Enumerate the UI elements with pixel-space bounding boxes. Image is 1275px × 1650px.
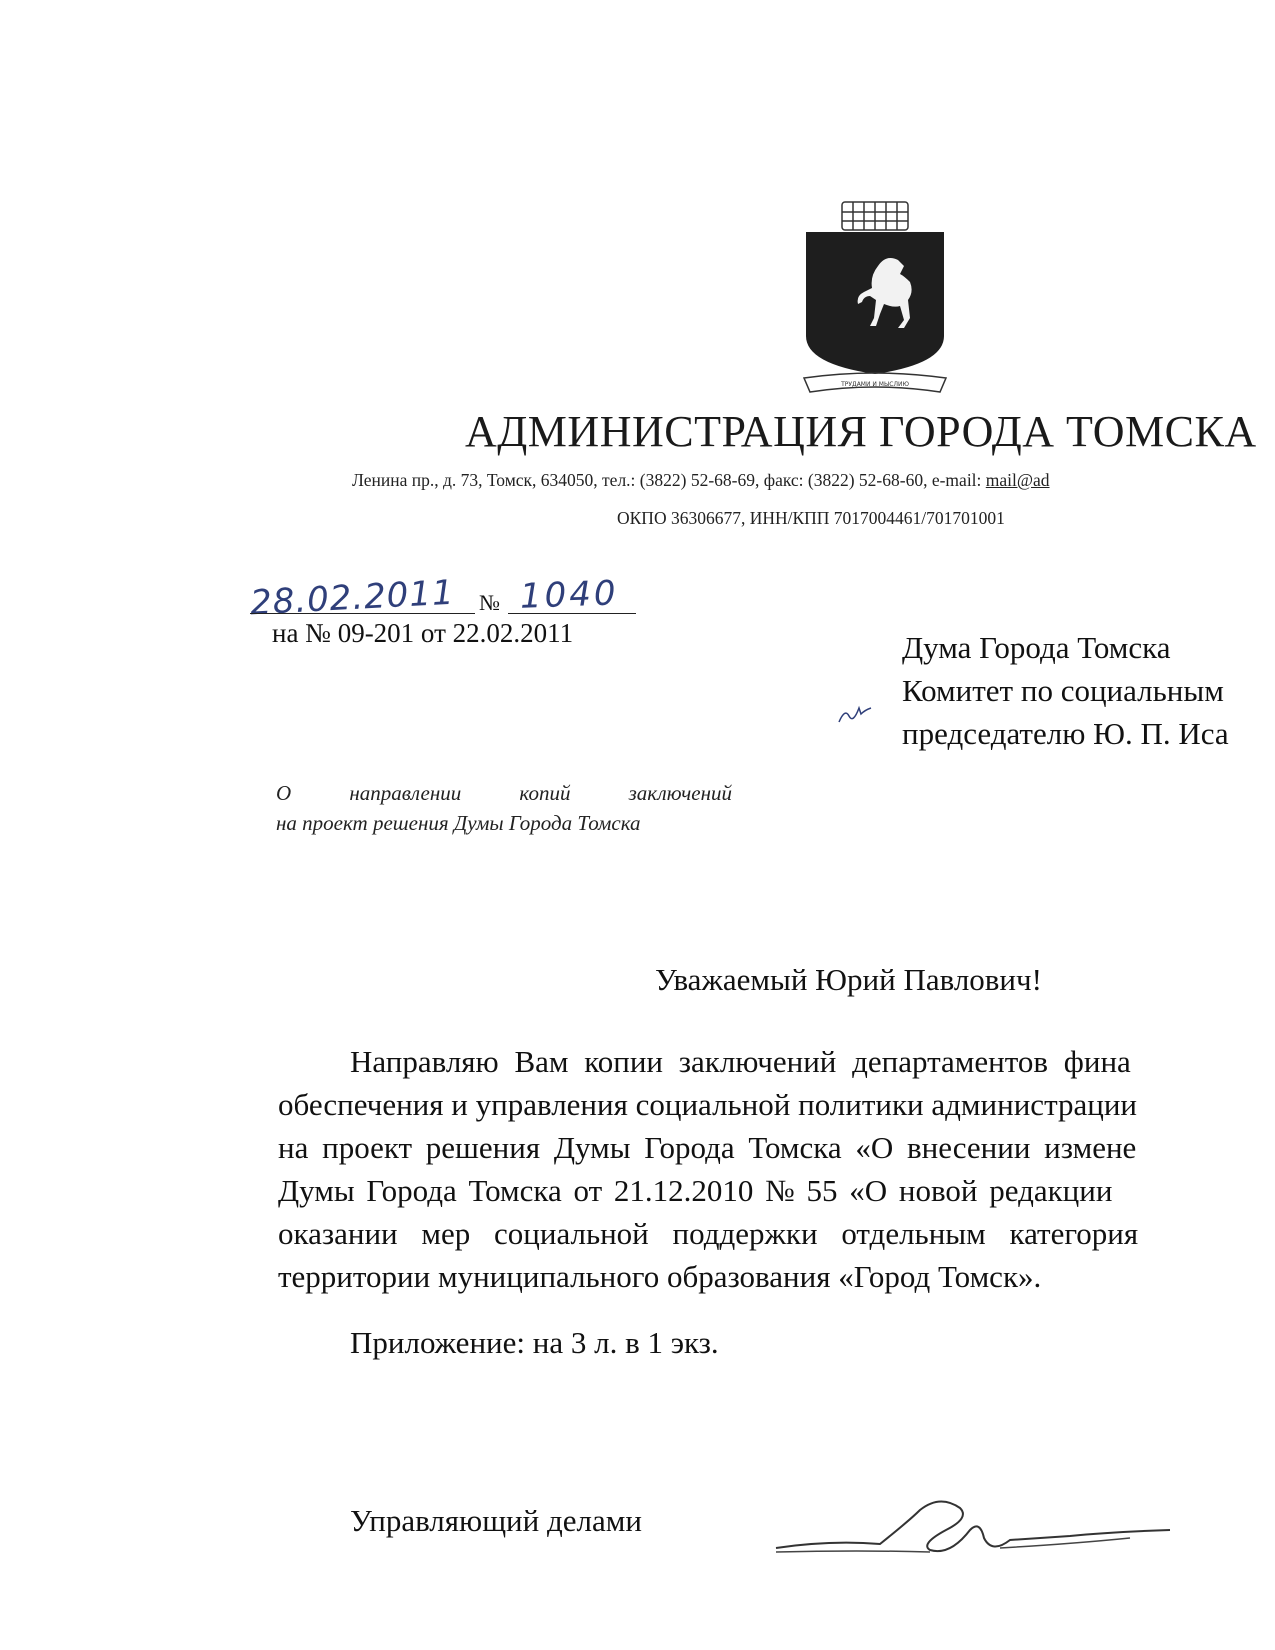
reference-line: на № 09-201 от 22.02.2011 (272, 618, 574, 648)
addressee-committee: Комитет по социальным (902, 673, 1224, 708)
body-line: территории муниципального образования «Город Томск». (278, 1259, 1042, 1294)
outgoing-number-handwritten: 1040 (519, 573, 620, 617)
emblem-motto: ТРУДАМИ И МЫСЛИЮ (841, 381, 909, 388)
signature-icon (770, 1490, 1180, 1570)
organization-title: АДМИНИСТРАЦИЯ ГОРОДА ТОМСКА (465, 407, 1257, 456)
subject-line-1: О направлении копий заключений (276, 781, 732, 805)
number-underline (508, 613, 636, 614)
addressee-organization: Дума Города Томска (902, 630, 1171, 665)
signatory-title: Управляющий делами (350, 1503, 642, 1538)
number-label: № (479, 590, 500, 615)
address-line (352, 470, 1050, 491)
address-text: Ленина пр., д. 73, Томск, 634050, тел.: (3822) 52-68-69, факс: (3822) 52-68-60, e-mail: (352, 470, 982, 490)
subject-line-2: на проект решения Думы Города Томска (276, 811, 641, 835)
tomsk-coat-of-arms-icon (800, 196, 950, 406)
body-line: Думы Города Томска от 21.12.2010 № 55 «О новой редакции (278, 1173, 1113, 1208)
routing-mark-icon (835, 698, 875, 728)
body-line: оказании мер социальной поддержки отдельным категория (278, 1216, 1139, 1251)
letter-subject (276, 778, 732, 838)
letter-body (278, 1040, 1275, 1298)
body-line: на проект решения Думы Города Томска «О внесении измене (278, 1130, 1137, 1165)
addressee-chairman: председателю Ю. П. Иса (902, 716, 1229, 751)
email-link[interactable]: mail@ad (985, 470, 1050, 490)
registration-codes: ОКПО 36306677, ИНН/КПП 7017004461/701701001 (617, 508, 1005, 528)
outgoing-date-handwritten: 28.02.2011 (249, 572, 456, 624)
attachment-note: Приложение: на 3 л. в 1 экз. (350, 1325, 719, 1360)
date-underline (250, 613, 475, 614)
salutation: Уважаемый Юрий Павлович! (655, 962, 1042, 997)
body-line: Направляю Вам копии заключений департаментов фина (350, 1044, 1131, 1079)
body-line: обеспечения и управления социальной политики администрации (278, 1087, 1138, 1122)
